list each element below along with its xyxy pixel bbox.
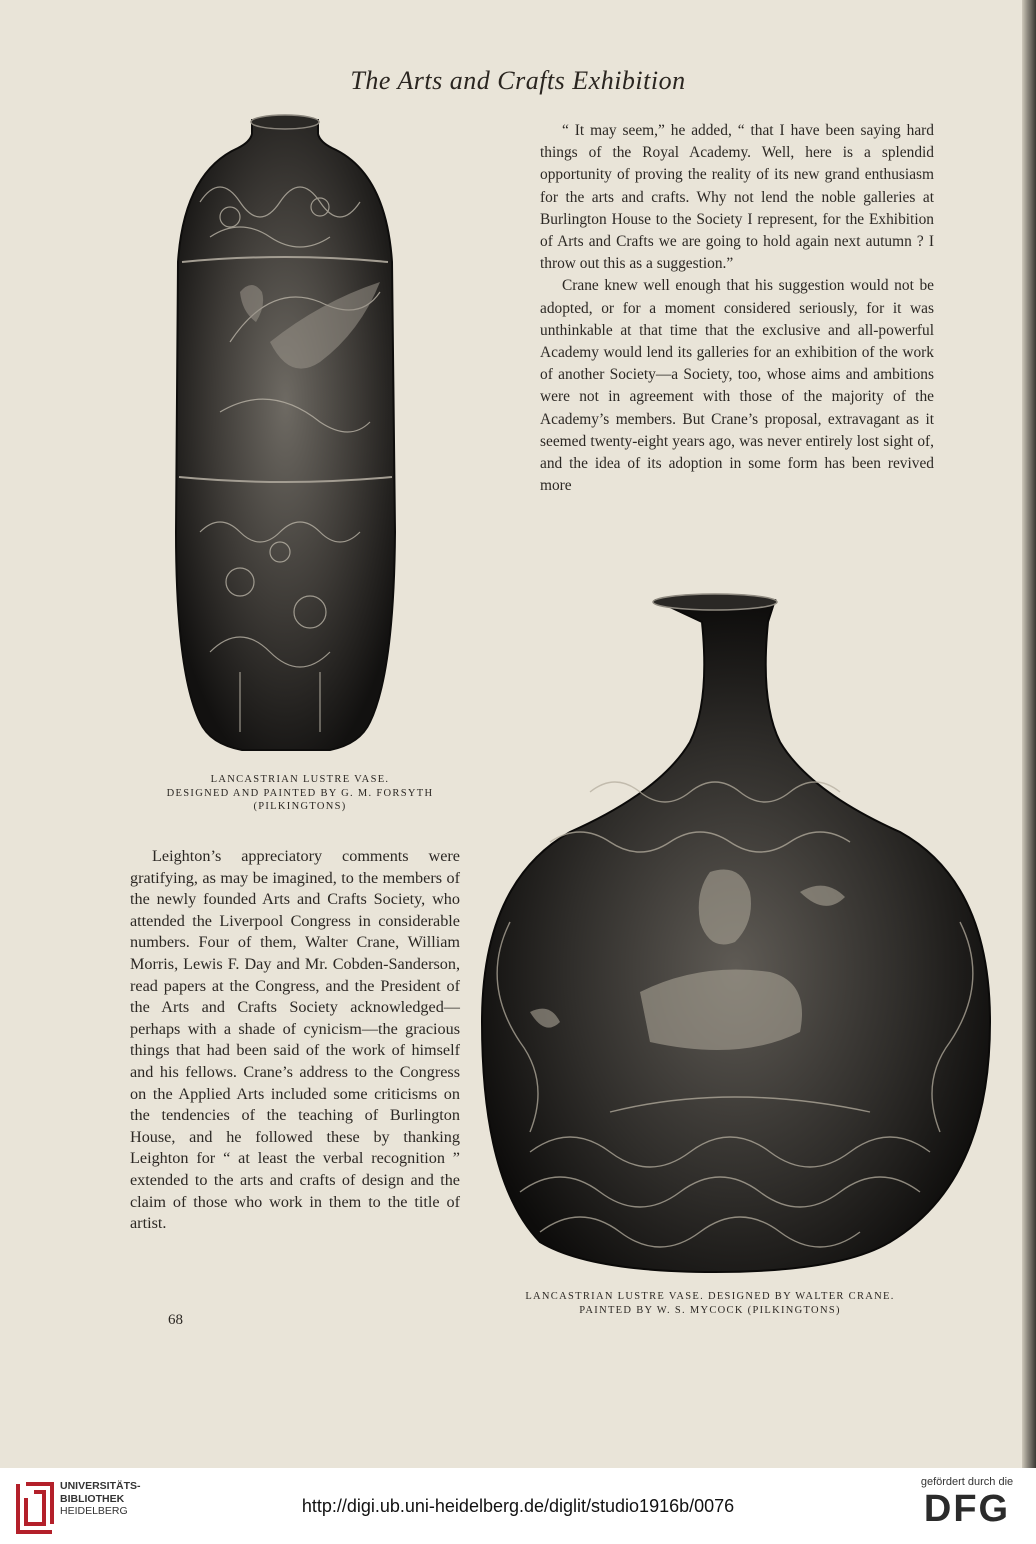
page-edge-shadow <box>1022 0 1036 1468</box>
vase-illustration-right <box>470 592 1010 1292</box>
paragraph: Leighton’s appreciatory comments were gratifying, as may be imagined, to the members of the newly founded Arts and Crafts Society, who attended the Liverpool Congress in considerable numbers. Four of them, Walter Crane, William Morris, Lewis F. Day and Mr. Cobden-Sanderson, read papers at the Congress, and the President of the Arts and Crafts Society acknowledged—perhaps with a shade of cynicism—the gracious things that had been said of the work of himself and his fellows. Crane’s address to the Congress on the Applied Arts included some criticisms on the tendencies of the teaching of Burlington House, and he followed these by thanking Leighton for “ at least the verbal recognition ” extended to the arts and crafts of design and the claim of those who work in them to the title of artist. <box>130 847 460 1233</box>
permalink-url[interactable]: http://digi.ub.uni-heidelberg.de/diglit/studio1916b/0076 <box>301 1496 735 1516</box>
caption-left-line2: DESIGNED AND PAINTED BY G. M. FORSYTH <box>166 787 434 799</box>
caption-right-line2: PAINTED BY W. S. MYCOCK (PILKINGTONS) <box>579 1304 841 1316</box>
caption-left-line3: (PILKINGTONS) <box>253 801 347 812</box>
paragraph: “ It may seem,” he added, “ that I have been saying hard things of the Royal Academy. Well, here is a splendid opportunity of proving the reality of its new grand enthusiasm for the arts and crafts. Why not lend the noble galleries at Burlington House to the Society I represent, for the Exhibition of Arts and Crafts we are going to hold again next autumn ? I throw out this as a suggestion.” <box>540 122 934 273</box>
dfg-logo-text: DFG <box>923 1488 1011 1530</box>
caption-right-line1: LANCASTRIAN LUSTRE VASE. DESIGNED BY WALTER CRANE. <box>525 1291 895 1302</box>
caption-left-line1: LANCASTRIAN LUSTRE VASE. <box>210 774 390 785</box>
vase-illustration-left <box>170 112 400 762</box>
running-head: The Arts and Crafts Exhibition <box>350 66 686 95</box>
left-column-text <box>130 846 460 1235</box>
caption-left <box>130 773 470 814</box>
right-column-text <box>540 120 934 497</box>
library-name-line3: HEIDELBERG <box>60 1505 128 1517</box>
paragraph: Crane knew well enough that his suggestion would not be adopted, or for a moment considered seriously, for it was unthinkable at that time that the exclusive and all-powerful Academy would lend its galleries for an exhibition of the work of another Society—a Society, too, whose aims and ambitions were not in agreement with those of the majority of the Academy’s members. But Crane’s proposal, extravagant as it seemed twenty-eight years ago, was never entirely lost sight of, and the idea of its adoption in some form has been revived more <box>540 277 934 495</box>
library-name-line1: UNIVERSITÄTS- <box>60 1480 141 1492</box>
funded-by-label: gefördert durch die <box>920 1476 1014 1488</box>
caption-right <box>480 1290 940 1317</box>
library-name-line2: BIBLIOTHEK <box>60 1492 125 1505</box>
footer-bar <box>0 1468 1036 1544</box>
page-number: 68 <box>168 1312 183 1328</box>
dfg-funding-logo <box>912 1476 1022 1540</box>
